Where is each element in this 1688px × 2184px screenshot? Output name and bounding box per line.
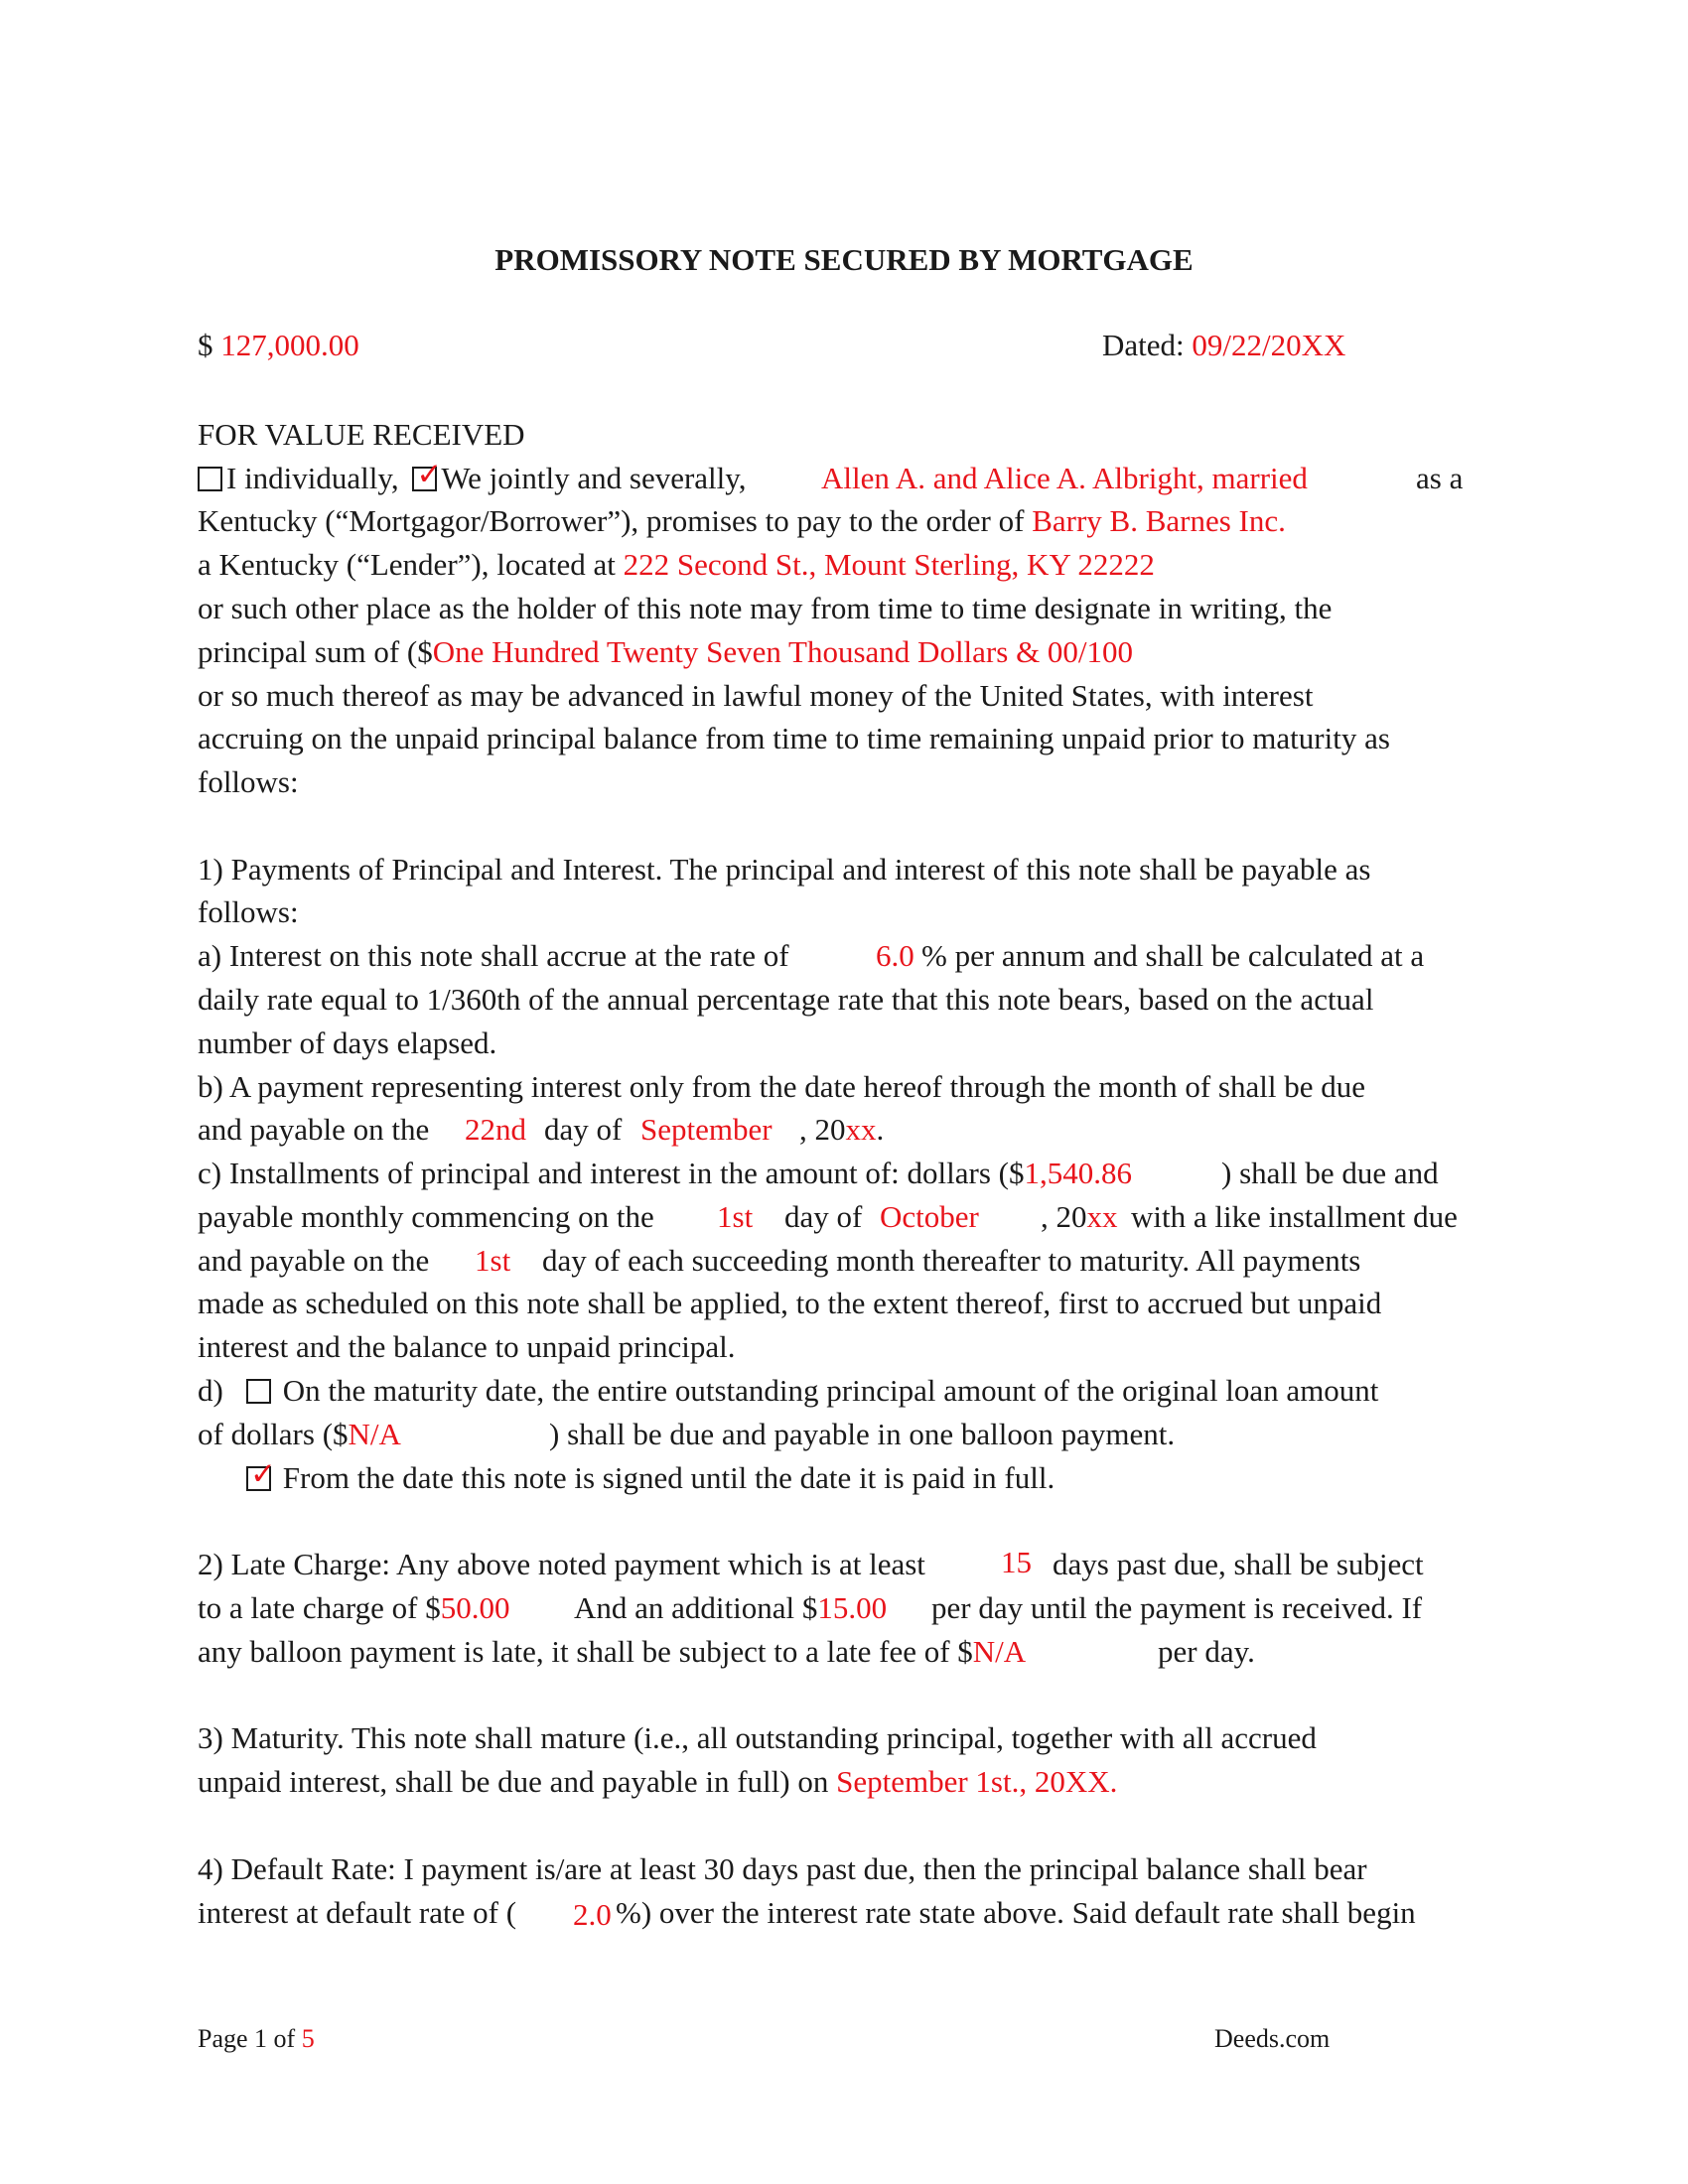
b-line1: b) A payment representing interest only from the date hereof through the month of shall be due [198,1069,1365,1104]
maturity-prefix: unpaid interest, shall be due and payable in full) on [198,1764,829,1799]
balloon-checkbox[interactable] [246,1379,271,1404]
amount-prefix: $ [198,328,213,362]
dated-line [1102,326,1345,365]
c2-day: 1st [717,1199,754,1234]
d-line2 [198,1415,401,1454]
b-dayof: day of [544,1112,623,1147]
d3-text: From the date this note is signed until the date it is paid in full. [282,1460,1055,1495]
a-line1 [198,936,789,976]
b-prefix: and payable on the [198,1112,430,1147]
b-comma-year: , 20 [799,1112,846,1147]
amount-value: 127,000.00 [220,328,359,362]
page-number [198,2023,315,2055]
checkmark-icon: ✓ [416,457,443,492]
borrower-names: Allen A. and Alice A. Albright, married [821,461,1308,495]
c3-suffix: day of each succeeding month thereafter to maturity. All payments [542,1243,1361,1278]
c2-comma-year: , 20 [1041,1199,1087,1234]
individually-label: I individually, [226,461,399,495]
borrower-line [198,459,747,498]
c2-month: October [880,1199,979,1234]
c2-prefix: payable monthly commencing on the [198,1199,654,1234]
jointly-checkbox[interactable] [412,457,443,492]
c2-dayof: day of [784,1199,863,1234]
c-line1 [198,1154,1132,1193]
dated-value: 09/22/20XX [1192,328,1346,362]
lender-name: Barry B. Barnes Inc. [1032,503,1286,538]
a-line2: daily rate equal to 1/360th of the annual percentage rate that this note bears, based on the actual [198,982,1374,1017]
late2-mid-line [574,1588,887,1628]
a-rate: 6.0 [876,938,914,973]
footer-site: Deeds.com [1214,2024,1331,2053]
b-period: . [876,1112,885,1147]
maturity-line1: 3) Maturity. This note shall mature (i.e., all outstanding principal, together with all accrued [198,1720,1317,1755]
late3-value: N/A [972,1634,1027,1669]
b-year-line [799,1110,884,1150]
c-line3 [198,1241,429,1281]
d-text: On the maturity date, the entire outstanding principal amount of the original loan amount [282,1373,1379,1408]
b-line2 [198,1110,429,1150]
late-suffix: days past due, shall be subject [1053,1547,1424,1581]
default-rate: 2.0 [573,1897,612,1932]
d-line1 [198,1371,223,1411]
c3-prefix: and payable on the [198,1243,430,1278]
c-line5: interest and the balance to unpaid principal. [198,1329,736,1364]
page-label: Page 1 of [198,2024,296,2053]
b-month: September [640,1112,773,1147]
c2-year-line [1041,1197,1118,1237]
such-other-line: or such other place as the holder of this note may from time to time designate in writing, the [198,591,1333,625]
late-days: 15 [1001,1545,1032,1579]
default-line1: 4) Default Rate: I payment is/are at least 30 days past due, then the principal balance shall bear [198,1851,1367,1886]
principal-prefix: principal sum of ($ [198,634,433,669]
c-line2 [198,1197,654,1237]
late2-mid: And an additional $ [574,1590,818,1625]
maturity-line2 [198,1762,1117,1802]
d-balloon-row [246,1371,1378,1411]
late-prefix: 2) Late Charge: Any above noted payment which is at least [198,1547,925,1581]
b-day: 22nd [465,1112,526,1147]
for-value-received: FOR VALUE RECEIVED [198,417,525,452]
lender-state-line [198,545,1155,585]
d2-suffix: ) shall be due and payable in one balloon payment. [549,1417,1176,1451]
late3-prefix: any balloon payment is late, it shall be subject to a late fee of $ [198,1634,973,1669]
d2-value: N/A [348,1417,401,1451]
c-amount: 1,540.86 [1024,1156,1132,1190]
borrower-state-line [198,501,1286,541]
or-so-line: or so much thereof as may be advanced in lawful money of the United States, with interest [198,678,1314,713]
accruing-line: accruing on the unpaid principal balance from time to time remaining unpaid prior to maturity as [198,721,1390,755]
checkmark-icon: ✓ [250,1456,276,1492]
paid-in-full-checkbox[interactable] [246,1456,276,1492]
b-year: xx [845,1112,877,1147]
c-prefix: c) Installments of principal and interest in the amount of: dollars ($ [198,1156,1025,1190]
as-a-text: as a [1416,461,1464,495]
late2-prefix: to a late charge of $ [198,1590,441,1625]
c2-suffix: with a like installment due [1131,1199,1458,1234]
d-line3 [246,1458,1055,1498]
late2-daily: 15.00 [817,1590,888,1625]
default-prefix: interest at default rate of ( [198,1895,517,1930]
amount-line [198,326,359,365]
a-line3: number of days elapsed. [198,1025,497,1060]
maturity-date: September 1st., 20XX. [836,1764,1118,1799]
dated-label: Dated: [1102,328,1185,362]
a-prefix: a) Interest on this note shall accrue at the rate of [198,938,789,973]
follows-line: follows: [198,764,299,799]
c-suffix: ) shall be due and [1221,1156,1439,1190]
d2-prefix: of dollars ($ [198,1417,349,1451]
lender-address: 222 Second St., Mount Sterling, KY 22222 [623,547,1155,582]
default-suffix: %) over the interest rate state above. Said default rate shall begin [616,1895,1416,1930]
principal-line [198,632,1133,672]
c-line4: made as scheduled on this note shall be applied, to the extent thereof, first to accrued but unpaid [198,1286,1382,1320]
late3-suffix: per day. [1158,1634,1255,1669]
principal-words: One Hundred Twenty Seven Thousand Dollars & 00/100 [432,634,1134,669]
jointly-label: We jointly and severally, [441,461,747,495]
document-title: PROMISSORY NOTE SECURED BY MORTGAGE [494,242,1194,277]
individually-checkbox[interactable] [198,467,222,491]
lender-state-text: a Kentucky (“Lender”), located at [198,547,616,582]
borrower-state-text: Kentucky (“Mortgagor/Borrower”), promises to pay to the order of [198,503,1025,538]
c2-year: xx [1086,1199,1118,1234]
late2-suffix: per day until the payment is received. If [931,1590,1423,1625]
late-line2 [198,1588,509,1628]
a-suffix: % per annum and shall be calculated at a [921,938,1425,973]
page-total: 5 [301,2024,315,2053]
d-label: d) [198,1373,223,1408]
late2-amount: 50.00 [440,1590,510,1625]
section1-line2: follows: [198,894,299,929]
late-line1 [198,1545,925,1584]
late-line3 [198,1632,1026,1672]
section1-line1: 1) Payments of Principal and Interest. The principal and interest of this note shall be payable as [198,852,1371,887]
default-line2 [198,1893,516,1933]
c3-day: 1st [475,1243,511,1278]
